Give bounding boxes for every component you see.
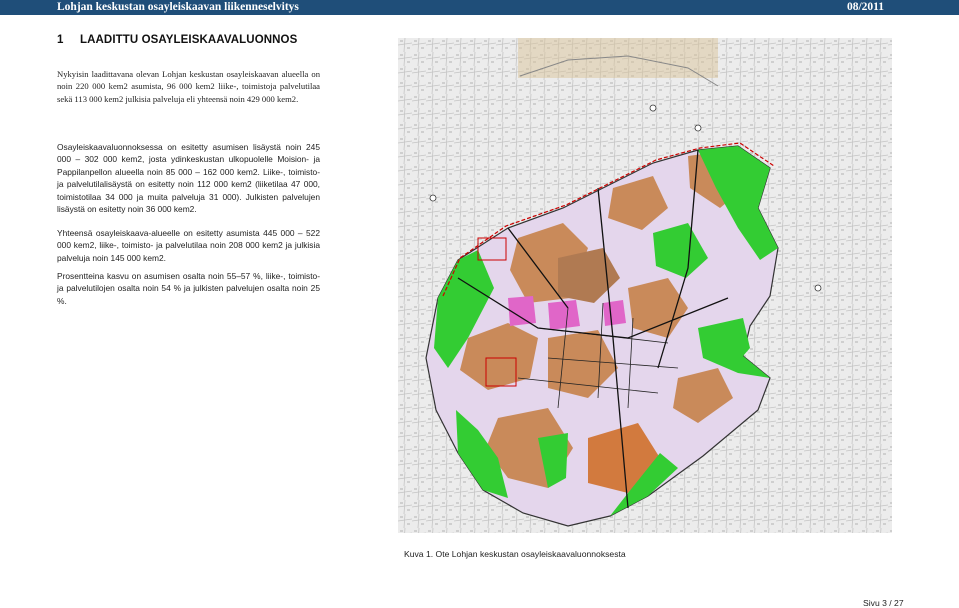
paragraph-current-situation: Nykyisin laadittavana olevan Lohjan keskustan osayleiskaavan alueella on noin 220 000 kem2 asumista, 96 000 kem2 liike-, toimistoja palvelutilaa sekä 113 000 kem2 julkisia palveluja eli yhteensä noin 429 000 kem2. [57,69,320,104]
document-title: Lohjan keskustan osayleiskaavan liikenneselvitys [57,1,299,13]
section-title: LAADITTU OSAYLEISKAAVALUONNOS [80,34,298,46]
section-number: 1 [57,34,64,46]
section-heading [57,34,297,46]
paragraph-totals: Yhteensä osayleiskaava-alueelle on esitetty asumista 445 000 – 522 000 kem2, liike-, toimisto- ja palvelutilaa noin 208 000 kem2 ja julkisia palveluja noin 145 000 kem2. [57,228,320,263]
paragraph-additions: Osayleiskaavaluonnoksessa on esitetty asumisen lisäystä noin 245 000 – 302 000 kem2, josta ydinkeskustan ulkopuolelle Moision- ja Pappilanpellon alueella noin 85 000 – 162 000 kem2. Liike-, toimisto- ja palvelutilalisäystä on esitetty noin 112 000 kem2 (liiketilaa 47 000, toimistotilaa 34 000 ja muita palveluja 31 000). Julkisten palvelujen lisäystä on esitetty noin 36 000 kem2. [57,142,320,215]
document-date: 08/2011 [846,1,884,13]
master-plan-map [398,38,892,533]
figure-caption: Kuva 1. Ote Lohjan keskustan osayleiskaavaluonnoksesta [404,549,626,559]
paragraph-percentages: Prosentteina kasvu on asumisen osalta noin 55–57 %, liike-, toimisto- ja palvelutilojen osalta noin 54 % ja julkisten palvelujen osalta noin 25 %. [57,271,320,306]
page-number: Sivu 3 / 27 [863,598,904,608]
header-bar [0,0,959,15]
